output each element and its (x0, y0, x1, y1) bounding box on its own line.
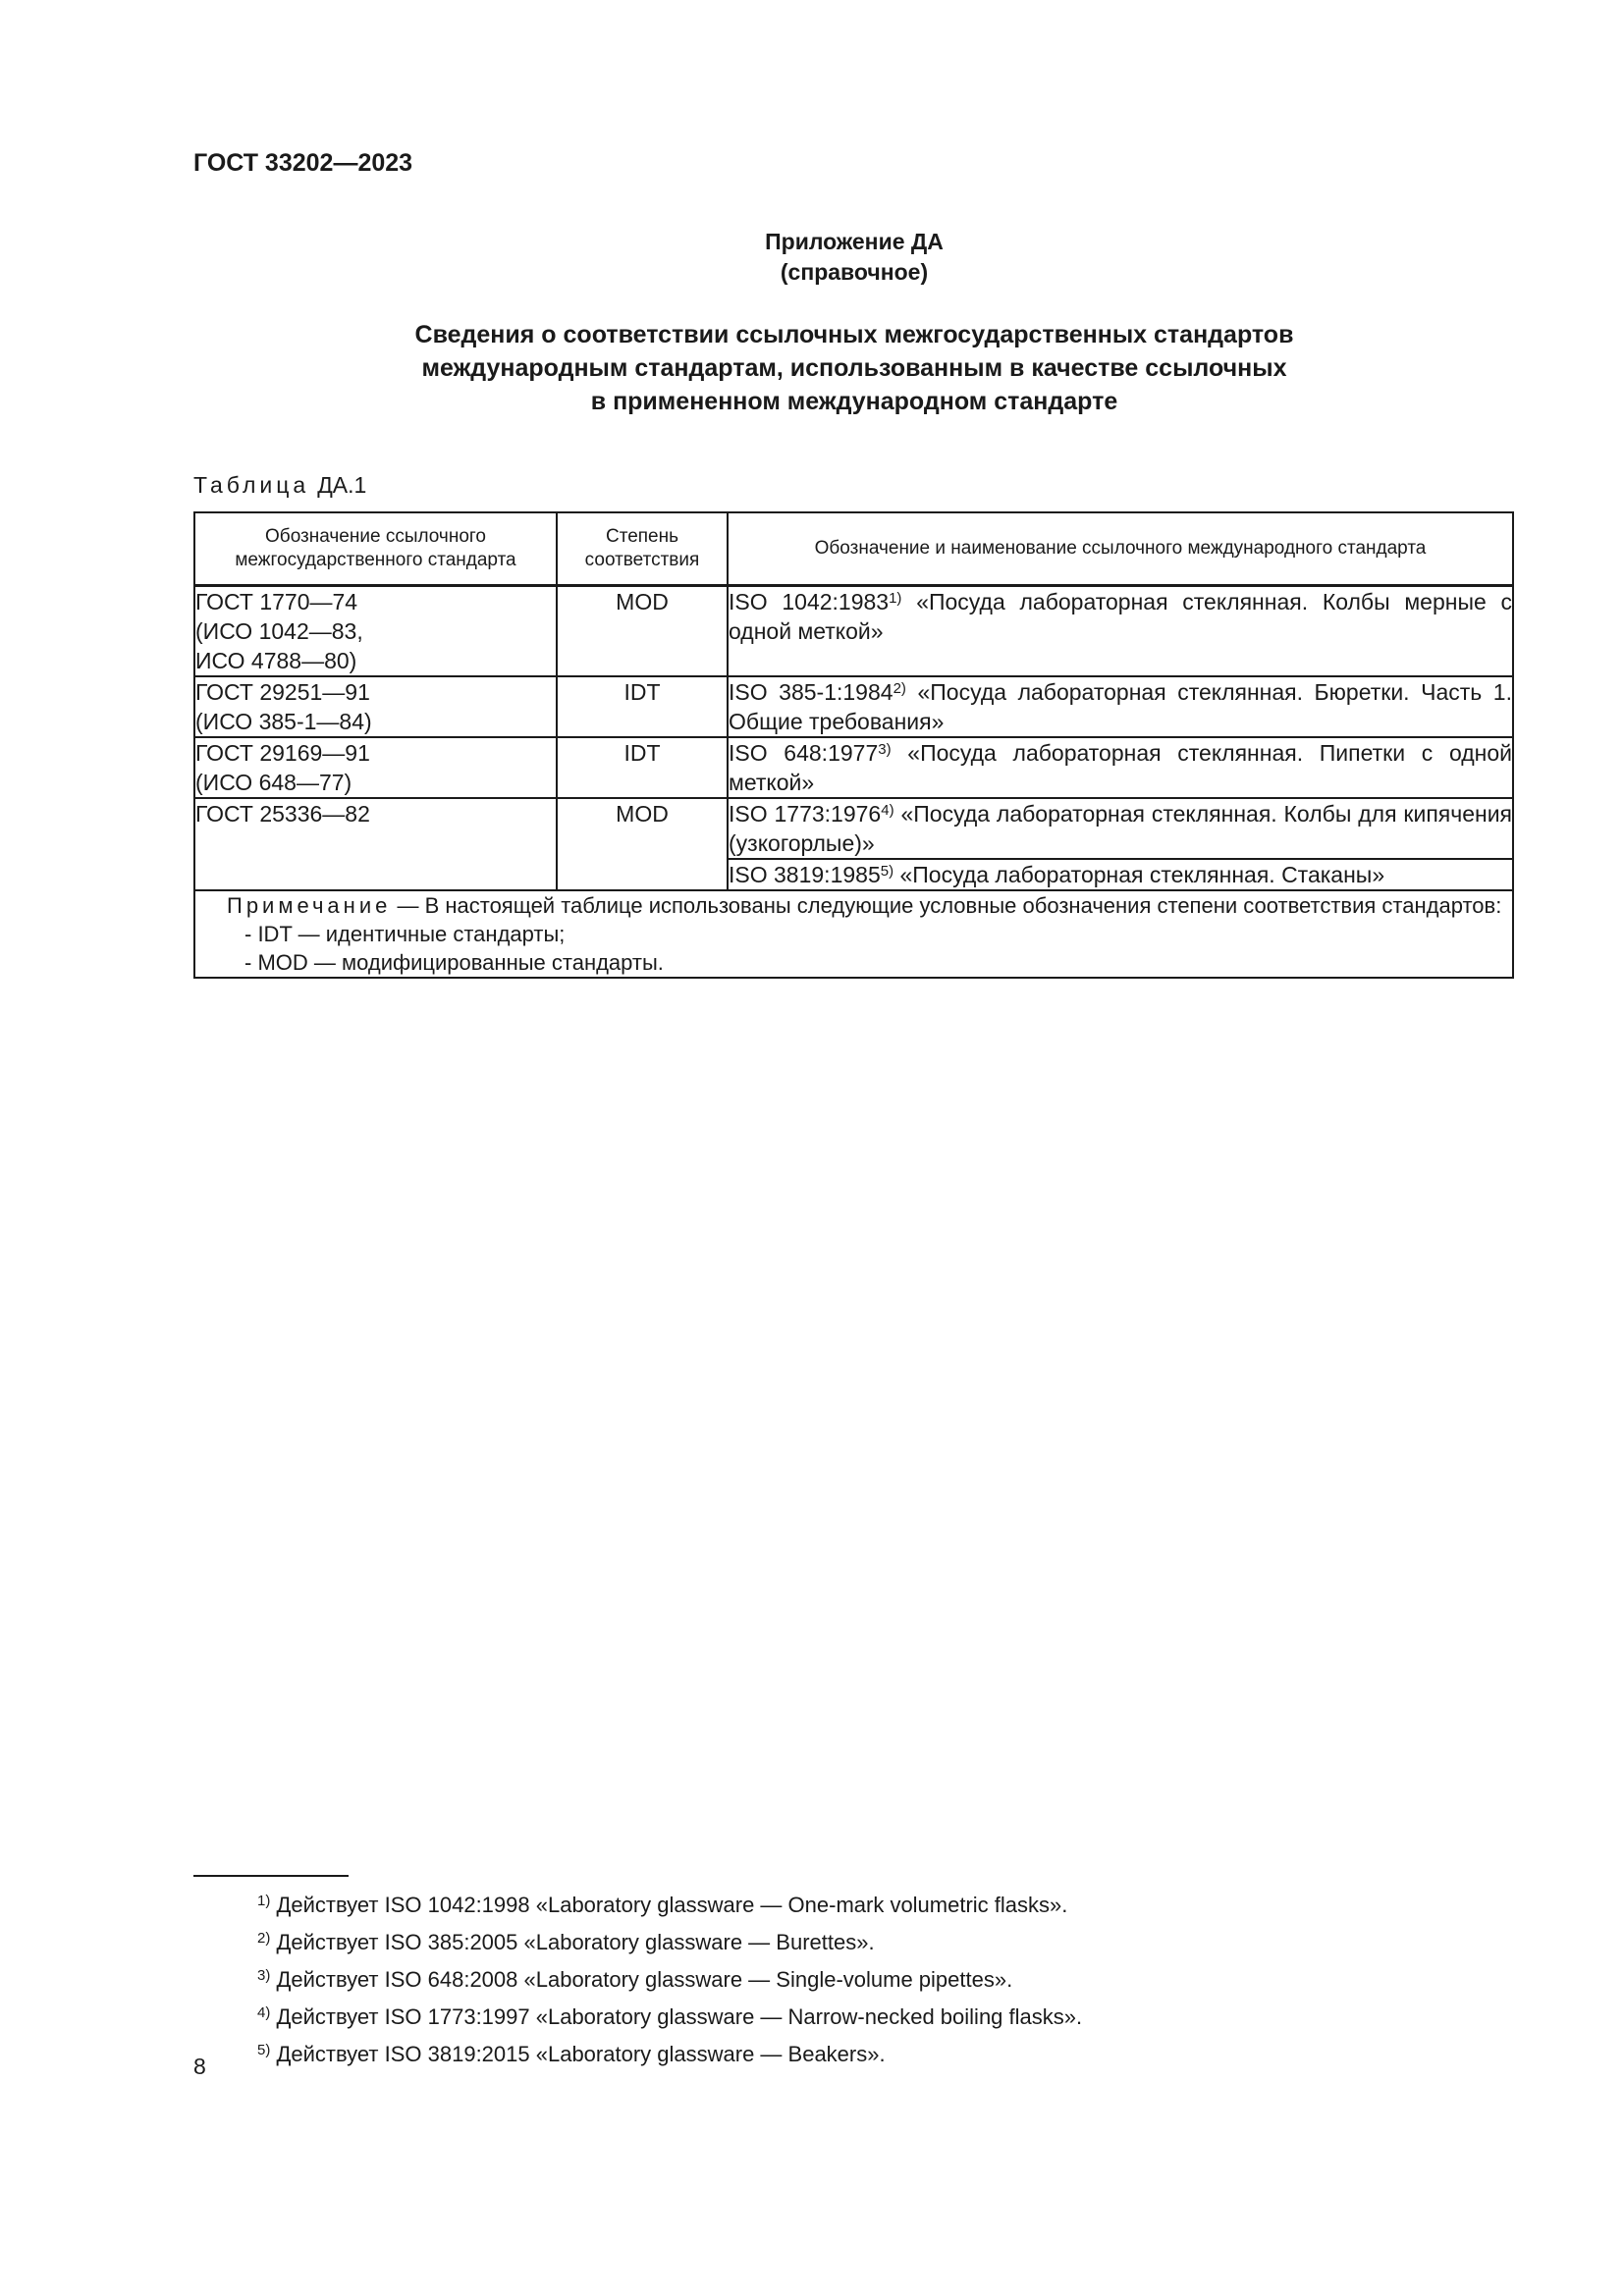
gost-line: ГОСТ 1770—74 (195, 589, 358, 614)
header-text: соответствия (584, 550, 700, 570)
title-line: в примененном международном стандарте (590, 388, 1118, 415)
international-standard-cell (728, 676, 1513, 737)
appendix-type: (справочное) (780, 259, 929, 285)
iso-title: «Посуда лабораторная стеклянная. Колбы для кипячения (узкогорлые)» (729, 801, 1513, 856)
table-caption-number: ДА.1 (317, 472, 367, 498)
footnotes (257, 1887, 1082, 2073)
document-number: ГОСТ 33202—2023 (193, 149, 413, 177)
table-row (194, 798, 1513, 859)
header-interstate-standard (194, 512, 557, 586)
header-international-standard: Обозначение и наименование ссылочного международного стандарта (728, 512, 1513, 586)
note-label: Примечание (227, 893, 392, 918)
title-line: международным стандартам, использованным в качестве ссылочных (421, 354, 1287, 382)
iso-code: ISO 648:1977 (729, 740, 879, 766)
footnote-ref: 5) (880, 863, 894, 880)
footnote-mark: 1) (257, 1893, 271, 1909)
gost-line: ГОСТ 25336—82 (195, 801, 370, 827)
iso-code: ISO 1773:1976 (729, 801, 882, 827)
table-header-row (194, 512, 1513, 586)
degree-cell: IDT (557, 737, 728, 798)
correspondence-table (193, 511, 1514, 979)
footnote-mark: 5) (257, 2042, 271, 2058)
note-item: - MOD — модифицированные стандарты. (244, 950, 664, 975)
footnote-ref: 2) (893, 680, 906, 697)
international-standard-cell (728, 859, 1513, 890)
footnote-separator (193, 1875, 349, 1877)
footnote-text: Действует ISO 3819:2015 «Laboratory glassware — Beakers». (276, 2042, 886, 2066)
gost-cell (194, 737, 557, 798)
gost-cell (194, 798, 557, 890)
page-number: 8 (193, 2054, 206, 2079)
international-standard-cell (728, 798, 1513, 859)
table-caption (193, 472, 366, 499)
footnote-text: Действует ISO 1773:1997 «Laboratory glassware — Narrow-necked boiling flasks». (276, 2004, 1083, 2029)
footnote-mark: 3) (257, 1967, 271, 1984)
header-text: Степень (605, 526, 679, 547)
international-standard-cell (728, 586, 1513, 677)
footnote-text: Действует ISO 385:2005 «Laboratory glassware — Burettes». (276, 1930, 875, 1954)
footnote-ref: 3) (878, 741, 892, 758)
gost-line: (ИСО 648—77) (195, 770, 352, 795)
header-text: Обозначение ссылочного (265, 526, 486, 547)
degree-cell: MOD (557, 586, 728, 677)
footnote (257, 1887, 1082, 1924)
footnote (257, 1999, 1082, 2036)
table-caption-word: Таблица (193, 472, 310, 498)
gost-cell (194, 676, 557, 737)
gost-line: (ИСО 385-1—84) (195, 709, 372, 734)
international-standard-cell (728, 737, 1513, 798)
iso-title: «Посуда лабораторная стеклянная. Колбы мерные с одной меткой» (729, 589, 1513, 644)
gost-cell (194, 586, 557, 677)
title-line: Сведения о соответствии ссылочных межгосударственных стандартов (414, 321, 1294, 348)
iso-title: «Посуда лабораторная стеклянная. Бюретки. Часть 1. Общие требования» (729, 679, 1512, 734)
gost-line: ГОСТ 29251—91 (195, 679, 370, 705)
gost-line: ГОСТ 29169—91 (195, 740, 370, 766)
appendix-title: Приложение ДА (765, 229, 944, 254)
header-degree (557, 512, 728, 586)
table-row (194, 676, 1513, 737)
iso-code: ISO 3819:1985 (729, 862, 881, 887)
iso-code: ISO 1042:1983 (729, 589, 890, 614)
footnote-text: Действует ISO 1042:1998 «Laboratory glassware — One-mark volumetric flasks». (276, 1893, 1068, 1917)
footnote-text: Действует ISO 648:2008 «Laboratory glassware — Single-volume pipettes». (276, 1967, 1013, 1992)
appendix-heading (0, 227, 1624, 288)
footnote-ref: 1) (889, 590, 902, 607)
gost-line: (ИСО 1042—83, (195, 618, 363, 644)
degree-cell: MOD (557, 798, 728, 890)
note-item: - IDT — идентичные стандарты; (244, 922, 566, 946)
table-note-row (194, 890, 1513, 978)
table-row (194, 737, 1513, 798)
iso-code: ISO 385-1:1984 (729, 679, 893, 705)
footnote-mark: 2) (257, 1930, 271, 1947)
footnote-ref: 4) (881, 802, 894, 819)
footnote (257, 1924, 1082, 1961)
footnote-mark: 4) (257, 2004, 271, 2021)
header-text: межгосударственного стандарта (235, 550, 516, 570)
table-row (194, 586, 1513, 677)
table-note (194, 890, 1513, 978)
iso-title: «Посуда лабораторная стеклянная. Пипетки с одной меткой» (729, 740, 1512, 795)
footnote (257, 2036, 1082, 2073)
footnote (257, 1961, 1082, 1999)
degree-cell: IDT (557, 676, 728, 737)
iso-title: «Посуда лабораторная стеклянная. Стаканы» (899, 862, 1385, 887)
note-text: — В настоящей таблице использованы следующие условные обозначения степени соответствия стандартов: (391, 893, 1502, 918)
appendix-main-title (193, 318, 1515, 418)
gost-line: ИСО 4788—80) (195, 648, 357, 673)
